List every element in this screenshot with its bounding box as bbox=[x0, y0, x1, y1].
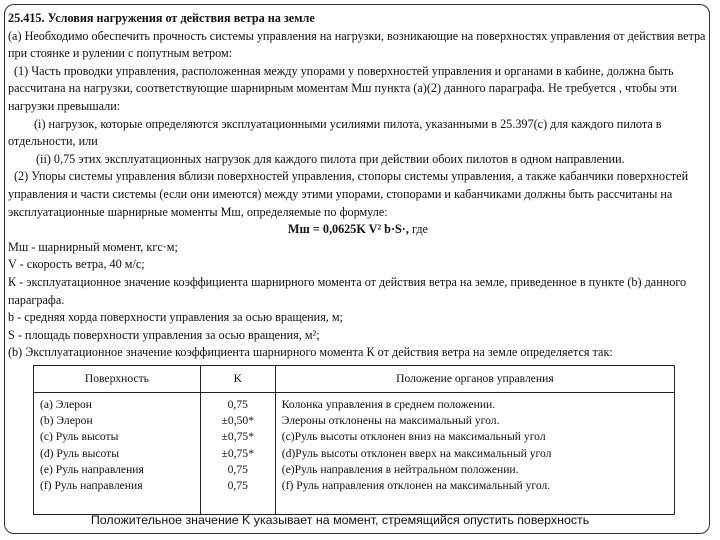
table-row bbox=[34, 393, 675, 515]
footer-note: Положительное значение K указывает на момент, стремящийся опустить поверхность bbox=[90, 513, 590, 527]
k-cell: 0,75 bbox=[227, 479, 248, 493]
surface-cell: (f) Руль направления bbox=[40, 479, 143, 493]
position-cell: (f) Руль направления отклонен на максимальный угол. bbox=[281, 479, 551, 493]
header-position: Положение органов управления bbox=[275, 366, 674, 393]
document-body bbox=[8, 10, 708, 362]
paragraph-i: (i) нагрузок, которые определяются эксплуатационными усилиями пилота, указанными в 25.397(с) для каждого пилота в отдельности, или bbox=[8, 116, 662, 149]
paragraph-ii: (ii) 0,75 этих эксплуатационных нагрузок для каждого пилота при действии обоих пилотов в одном направлении. bbox=[36, 151, 625, 166]
k-cell: ±0,75* bbox=[221, 430, 254, 444]
position-column bbox=[275, 393, 674, 515]
definition-v: V - скорость ветра, 40 м/с; bbox=[8, 257, 145, 272]
definition-k: К - эксплуатационное значение коэффициента шарнирного момента от действия ветра на земле, приведенное в пункте (b) данного параграфа. bbox=[8, 274, 687, 307]
header-surface: Поверхность bbox=[34, 366, 201, 393]
surface-cell: (а) Элерон bbox=[40, 398, 92, 411]
k-cell: 0,75 bbox=[227, 398, 248, 411]
definition-m: Мш - шарнирный момент, кгс·м; bbox=[8, 239, 178, 254]
position-cell: (с)Руль высоты отклонен вниз на максимальный угол bbox=[281, 430, 546, 444]
header-k: K bbox=[200, 366, 275, 393]
formula: Мш = 0,0625K V² b·S·, bbox=[288, 222, 409, 237]
k-cell: 0,75 bbox=[227, 462, 248, 476]
position-cell: Элероны отклонены на максимальный угол. bbox=[281, 414, 500, 428]
table-header-row bbox=[34, 366, 675, 393]
surface-cell: (b) Элерон bbox=[40, 414, 93, 428]
k-cell: ±0,75* bbox=[221, 446, 254, 460]
section-heading: 25.415. Условия нагружения от действия ветра на земле bbox=[8, 11, 315, 25]
surface-column bbox=[34, 393, 201, 515]
position-cell: (d)Руль высоты отклонен вверх на максимальный угол bbox=[281, 446, 552, 460]
definition-b: b - средняя хорда поверхности управления за осью вращения, м; bbox=[8, 310, 343, 325]
paragraph-a: (а) Необходимо обеспечить прочность системы управления на нагрузки, возникающие на поверхностях управления от действия ветра при стоянке и рулении с попутным ветром: bbox=[8, 28, 706, 61]
position-cell: (е)Руль направления в нейтральном положении. bbox=[281, 462, 519, 476]
coefficient-table bbox=[33, 365, 675, 515]
surface-cell: (е) Руль направления bbox=[40, 462, 144, 476]
paragraph-1: (1) Часть проводки управления, расположенная между упорами у поверхностей управления и органами в кабине, должна быть рассчитана на нагрузки, соответствующие шарнирным моментам Мш пункта (а)(2) данного параграфа. Не требуется , чтобы эти нагрузки превышали: bbox=[8, 63, 677, 113]
surface-cell: (с) Руль высоты bbox=[40, 430, 119, 444]
position-cell: Колонка управления в среднем положении. bbox=[281, 398, 496, 411]
surface-cell: (d) Руль высоты bbox=[40, 446, 120, 460]
formula-line bbox=[8, 221, 708, 239]
paragraph-b: (b) Эксплуатационное значение коэффициента шарнирного момента К от действия ветра на земле определяется так: bbox=[8, 345, 613, 360]
k-cell: ±0,50* bbox=[221, 414, 254, 428]
definition-s: S - площадь поверхности управления за осью вращения, м²; bbox=[8, 327, 320, 342]
k-column bbox=[200, 393, 275, 515]
paragraph-2: (2) Упоры системы управления вблизи поверхностей управления, стопоры системы управления, а также кабанчики поверхностей управления и части системы (если они имеются) между этими упорами, стопорами и кабанчиками должны быть рассчитаны на эксплуатационные шарнирные моменты Мш, определяемые по формуле: bbox=[8, 169, 689, 219]
formula-tail: где bbox=[411, 222, 428, 237]
